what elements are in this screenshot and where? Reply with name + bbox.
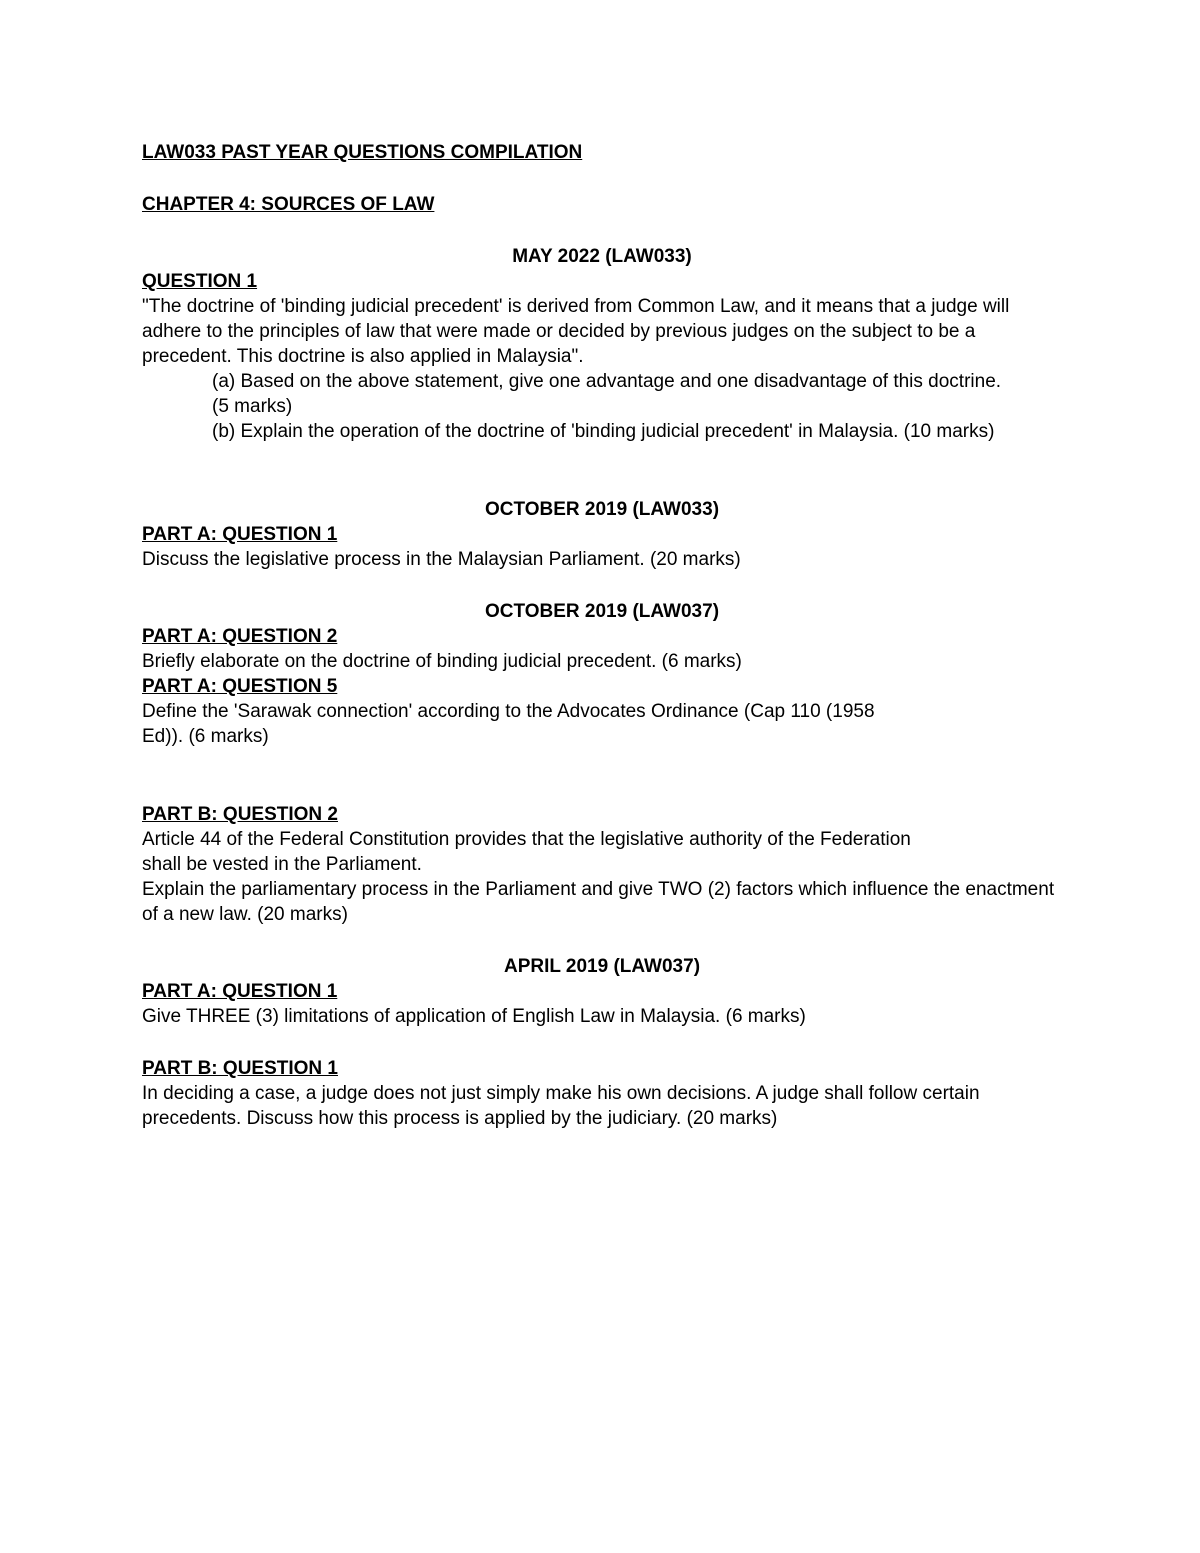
question-label: PART B: QUESTION 2 [142,804,338,825]
question-label: PART B: QUESTION 1 [142,1058,338,1079]
question-text: Give THREE (3) limitations of application of English Law in Malaysia. (6 marks) [142,1006,806,1027]
session-heading-apr-2019-law037: APRIL 2019 (LAW037) [503,956,701,977]
question-label: PART A: QUESTION 5 [142,676,338,697]
sub-question-a: (a) Based on the above statement, give one advantage and one disadvantage of this doctrine. [212,371,1002,392]
session-heading-may-2022: MAY 2022 (LAW033) [512,246,692,267]
question-text: Briefly elaborate on the doctrine of binding judicial precedent. (6 marks) [142,651,742,672]
spacer [142,572,1062,599]
question-text: In deciding a case, a judge does not just simply make his own decisions. A judge shall follow certain precedents. Discuss how this process is applied by the judiciary. (20 marks) [142,1083,980,1129]
spacer [142,1029,1062,1056]
question-text-line: Ed)). (6 marks) [142,726,269,747]
spacer [142,444,1062,497]
chapter-heading: CHAPTER 4: SOURCES OF LAW [142,194,435,215]
session-heading-oct-2019-law033: OCTOBER 2019 (LAW033) [484,499,720,520]
document-title: LAW033 PAST YEAR QUESTIONS COMPILATION [142,142,583,163]
question-text-line: Article 44 of the Federal Constitution provides that the legislative authority of the Federation [142,829,911,850]
question-text-line: shall be vested in the Parliament. [142,854,422,875]
sub-question-a-marks: (5 marks) [212,396,293,417]
question-label: PART A: QUESTION 2 [142,626,338,647]
question-label: PART A: QUESTION 1 [142,981,338,1002]
document-page [142,140,1062,1131]
question-text: Discuss the legislative process in the Malaysian Parliament. (20 marks) [142,549,741,570]
sub-question-b: (b) Explain the operation of the doctrine of 'binding judicial precedent' in Malaysia. (10 marks) [212,421,995,442]
question-text: Explain the parliamentary process in the Parliament and give TWO (2) factors which influence the enactment of a new law. (20 marks) [142,879,1055,925]
question-label: QUESTION 1 [142,271,258,292]
spacer [142,927,1062,954]
question-label: PART A: QUESTION 1 [142,524,338,545]
spacer [142,749,1062,802]
question-text-line: Define the 'Sarawak connection' according to the Advocates Ordinance (Cap 110 (1958 [142,701,875,722]
session-heading-oct-2019-law037: OCTOBER 2019 (LAW037) [484,601,720,622]
question-text: "The doctrine of 'binding judicial precedent' is derived from Common Law, and it means that a judge will adhere to the principles of law that were made or decided by previous judges on the subject to be a precedent. This doctrine is also applied in Malaysia". [142,296,1010,367]
